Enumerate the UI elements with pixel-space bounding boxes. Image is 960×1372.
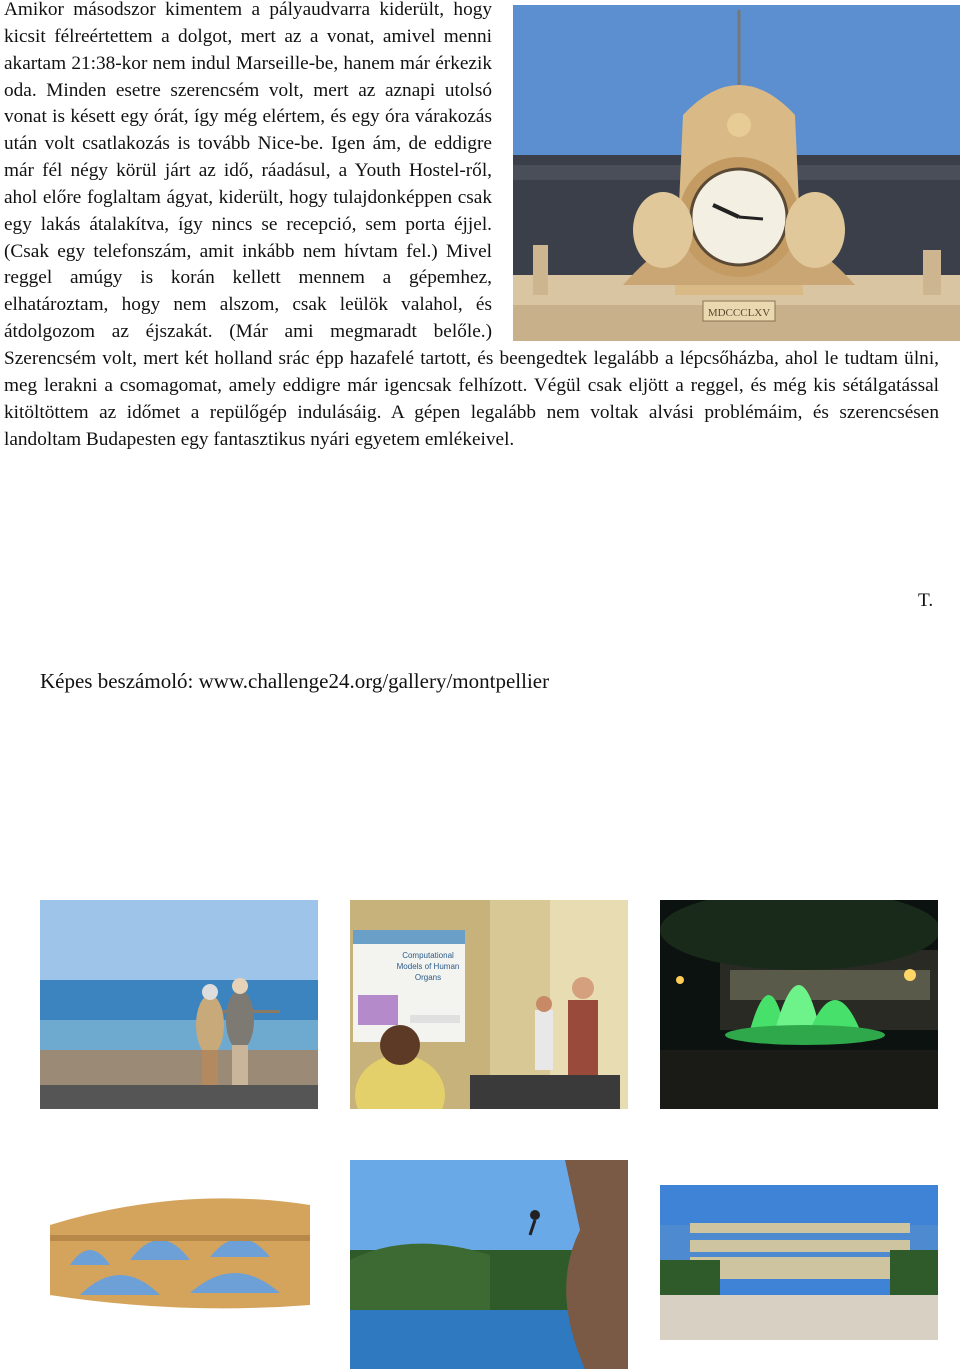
pont-du-gard-photo [660, 1185, 938, 1340]
beach-photo [40, 900, 318, 1109]
fountain-photo [660, 900, 938, 1109]
clock-tower-photo [513, 5, 960, 341]
slide-title-2: Models of Human [396, 962, 460, 971]
clock-inscription: MDCCCLXV [707, 307, 771, 319]
article-paragraph: Amikor másodszor kimentem a pályaudvarra kiderült, hogy kicsit félreértettem a dolgot, mert az a vonat, amivel menni akartam 21:38-kor nem indul Marseille-be, hanem már érkezik oda. Minden esetre szerencsém volt, mert az aznapi utolsó vonat is késett egy órát, így még elértem, és egy óra várakozás után volt csatlakozás is tovább Nice-be. Igen ám, de eddigre már fél négy körül járt az idő, ráadásul, a Youth Hostel-ről, ahol előre foglaltam ágyat, kiderült, hogy tulajdonképpen csak egy lakás átalakítva, így nincs se recepció, sem porta éjjel. (Csak egy telefonszám, amit inkább nem hívtam fel.) Mivel reggel amúgy is korán kellett mennem a gépemhez, elhatároztam, hogy nem alszom, csak leülök valahol, és átdolgozom az éjszakát. (Már ami megmaradt belőle.) Szerencsém volt, mert két holland srác épp hazafelé tartott, és beengedtek legalább a lépcsőházba, ahol le tudtam ülni, meg lerakni a csomagomat, amely eddigre már igencsak felhízott. Végül csak eljött a reggel, és még kis sétálgatással kitöltöttem az időmet a repülőgép indulásáig. A gépen legalább nem voltak alvási problémáim, és szerencsésen landoltam Budapesten egy fantasztikus nyári egyetem emlékeivel. [4, 0, 939, 450]
aqueduct-panorama-photo [40, 1185, 318, 1315]
presentation-photo [350, 900, 628, 1109]
slide-title-1: Computational [402, 951, 454, 960]
cliff-jump-photo [350, 1160, 628, 1369]
gallery-link: Képes beszámoló: www.challenge24.org/gallery/montpellier [40, 669, 550, 693]
signature: T. [918, 590, 934, 611]
slide-title-3: Organs [414, 973, 442, 982]
